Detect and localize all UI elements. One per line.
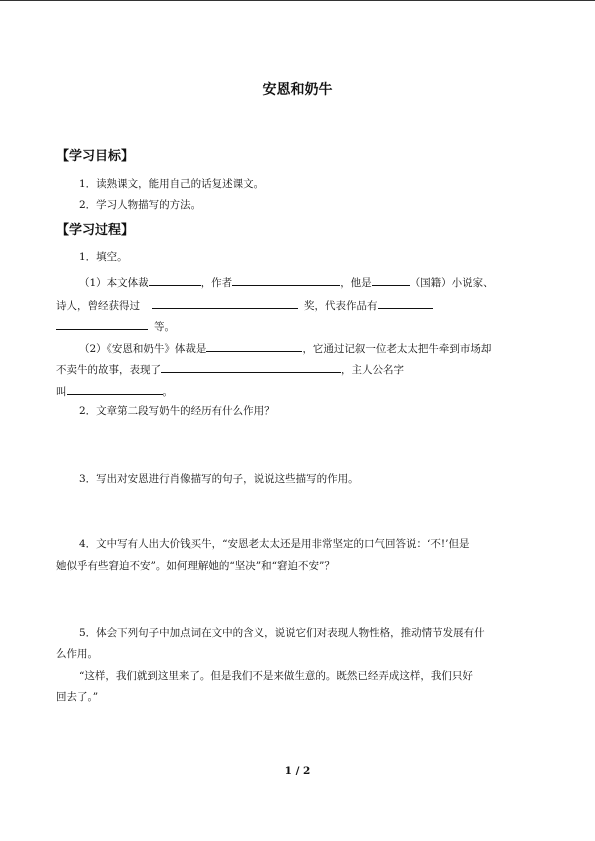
question-1-part-2-line-2 — [56, 361, 404, 377]
question-4-line-2: 她似乎有些窘迫不安”。如何理解她的“坚决”和“窘迫不安”？ — [56, 560, 335, 572]
fill-text: 诗人，曾经获得过 — [56, 300, 140, 312]
fill-text: ，它通过记叙一位老太太把牛牵到市场却 — [302, 343, 492, 355]
fill-text: 。 — [162, 386, 173, 398]
fill-text: 奖，代表作品有 — [304, 300, 378, 312]
goal-item: 1．读熟课文，能用自己的话复述课文。 — [79, 178, 265, 190]
answer-blank[interactable] — [161, 361, 341, 373]
question-5-quote-line-1: “这样，我们就到这里来了。但是我们不是来做生意的。既然已经弄成这样，我们只好 — [79, 670, 473, 682]
section-heading-goals: 【学习目标】 — [56, 149, 135, 164]
answer-blank[interactable] — [149, 274, 201, 286]
fill-text: ，主人公名字 — [341, 364, 404, 376]
question-1-part-2-line-3 — [56, 383, 173, 399]
question-2: 2．文章第二段写奶牛的经历有什么作用？ — [79, 405, 275, 417]
question-1-heading: 1．填空。 — [79, 251, 128, 263]
section-heading-process: 【学习过程】 — [56, 223, 135, 238]
fill-text: （2）《安恩和奶牛》体裁是 — [79, 343, 207, 355]
question-1-part-1-line-3 — [56, 318, 175, 334]
fill-text: ，作者 — [200, 277, 233, 289]
answer-blank[interactable] — [152, 297, 298, 309]
fill-text: 不卖牛的故事，表现了 — [56, 364, 161, 376]
top-rule — [0, 0, 595, 1]
page-number: 1 / 2 — [284, 765, 311, 777]
answer-blank[interactable] — [67, 383, 163, 395]
fill-text: 等。 — [154, 321, 175, 333]
goal-item: 2．学习人物描写的方法。 — [79, 199, 202, 211]
question-5-line-2: 么作用。 — [56, 648, 98, 660]
fill-text: （国籍）小说家、 — [409, 277, 494, 289]
fill-text: 叫 — [56, 386, 67, 398]
question-4-line-1: 4．文中写有人出大价钱买牛，“安恩老太太还是用非常坚定的口气回答说：‘不!’但是 — [79, 538, 470, 550]
question-1-part-1-line-1 — [79, 274, 494, 290]
question-1-part-1-line-2 — [56, 297, 433, 313]
answer-blank[interactable] — [206, 340, 302, 352]
answer-blank[interactable] — [372, 274, 410, 286]
answer-blank[interactable] — [56, 318, 148, 330]
page-title: 安恩和奶牛 — [262, 82, 333, 98]
question-3: 3．写出对安恩进行肖像描写的句子，说说这些描写的作用。 — [79, 473, 359, 485]
question-5-line-1: 5．体会下列句子中加点词在文中的含义，说说它们对表现人物性格，推动情节发展有什 — [79, 627, 485, 639]
question-1-part-2-line-1 — [79, 340, 491, 356]
fill-text: （1）本文体裁 — [79, 277, 149, 289]
answer-blank[interactable] — [378, 297, 433, 309]
question-5-quote-line-2: 回去了。” — [56, 691, 99, 703]
fill-text: ，他是 — [340, 277, 372, 289]
answer-blank[interactable] — [232, 274, 340, 286]
